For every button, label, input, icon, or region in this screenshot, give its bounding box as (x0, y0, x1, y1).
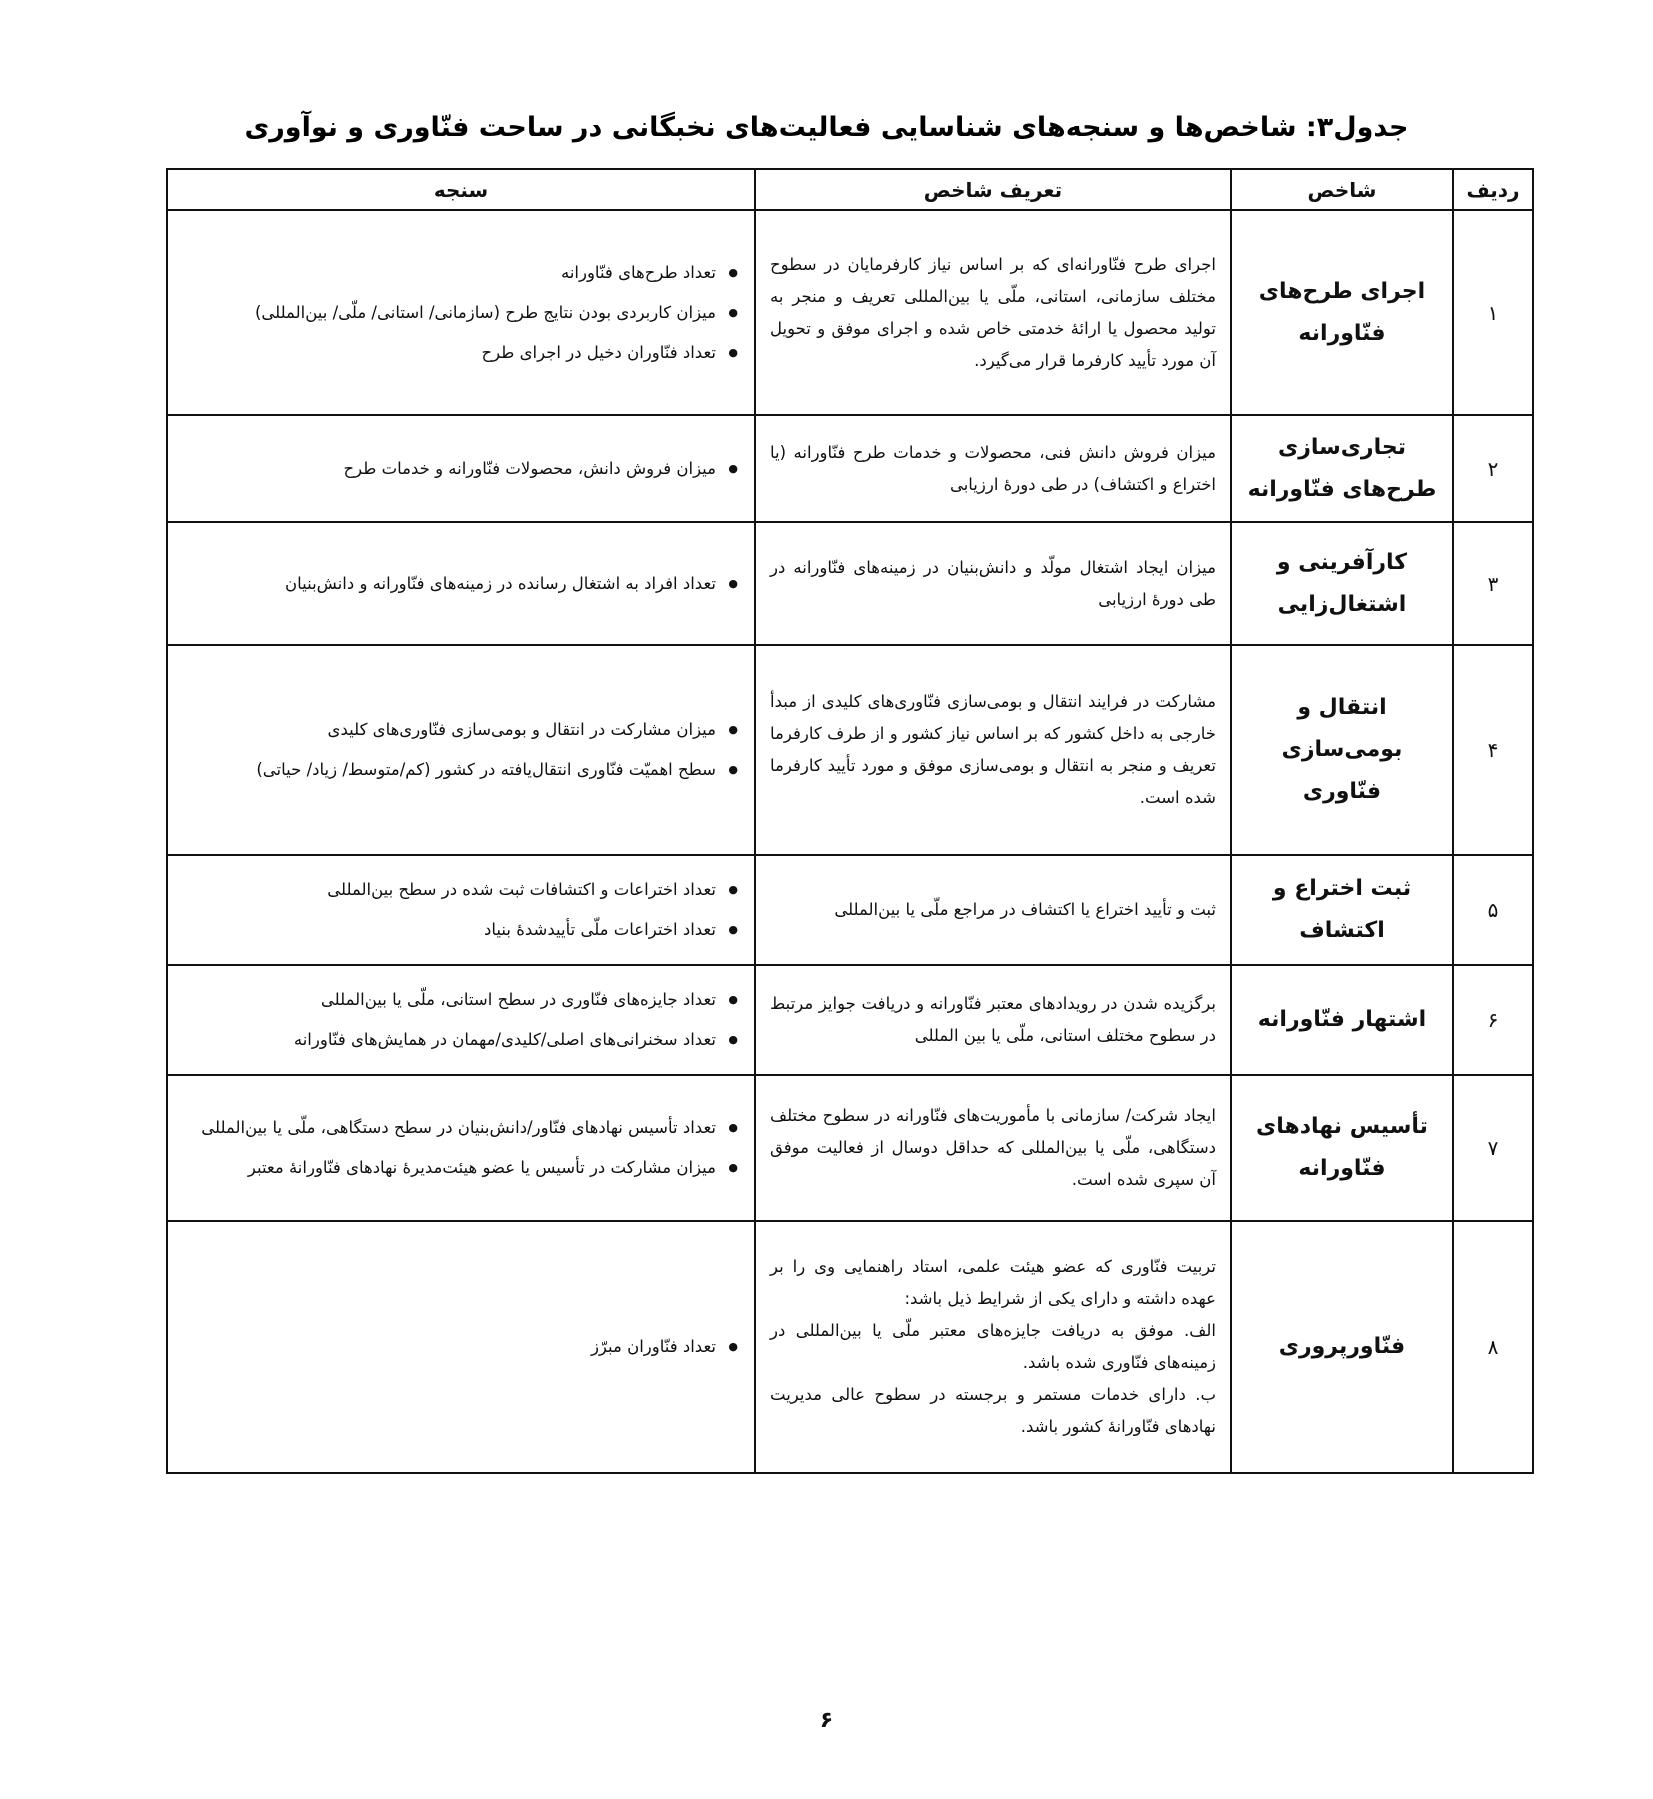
indicators-table (166, 168, 1534, 1474)
indicator-definition: ایجاد شرکت/ سازمانی با مأموریت‌های فنّاورانه در سطوح مختلف دستگاهی، ملّی یا بین‌المللی که حداقل دوسال از فعالیت موفق آن سپری شده است. (755, 1075, 1231, 1221)
row-number: ۷ (1453, 1075, 1533, 1221)
row-number: ۶ (1453, 965, 1533, 1075)
measure-item: ● تعداد جایزه‌های فنّاوری در سطح استانی، ملّی یا بین‌المللی (182, 984, 716, 1016)
measure-item: ● میزان مشارکت در تأسیس یا عضو هیئت‌مدیرهٔ نهادهای فنّاورانهٔ معتبر (182, 1152, 716, 1184)
table-row (167, 522, 1533, 645)
row-number: ۴ (1453, 645, 1533, 855)
measure-item: ● تعداد اختراعات و اکتشافات ثبت شده در سطح بین‌المللی (182, 874, 716, 906)
table-title: جدول۳: شاخص‌ها و سنجه‌های شناسایی فعالیت‌های نخبگانی در ساحت فنّاوری و نوآوری (244, 112, 1409, 143)
header-indicator: شاخص (1231, 169, 1453, 210)
indicator-definition: مشارکت در فرایند انتقال و بومی‌سازی فنّاوری‌های کلیدی از مبدأ خارجی به داخل کشور که بر اساس نیاز کشور و از طرف کارفرما تعریف و منجر به انتقال و بومی‌سازی موفق و مورد تأیید کارفرما شده است. (755, 645, 1231, 855)
measure-item: ● تعداد فنّاوران دخیل در اجرای طرح (182, 337, 716, 369)
header-row-number: ردیف (1453, 169, 1533, 210)
indicator-name: تجاری‌سازی طرح‌های فنّاورانه (1231, 415, 1453, 522)
row-number: ۲ (1453, 415, 1533, 522)
measure-item: ● میزان فروش دانش، محصولات فنّاورانه و خدمات طرح (182, 453, 716, 485)
indicator-name: اشتهار فنّاورانه (1231, 965, 1453, 1075)
measure-list (167, 1221, 755, 1473)
measure-list (167, 522, 755, 645)
indicator-name: تأسیس نهادهای فنّاورانه (1231, 1075, 1453, 1221)
table-row (167, 855, 1533, 965)
measure-item: ● میزان مشارکت در انتقال و بومی‌سازی فنّاوری‌های کلیدی (182, 714, 716, 746)
table-header-row (167, 169, 1533, 210)
header-measure: سنجه (167, 169, 755, 210)
measure-item: ● تعداد افراد به اشتغال رسانده در زمینه‌های فنّاورانه و دانش‌بنیان (182, 568, 716, 600)
indicator-definition: برگزیده شدن در رویدادهای معتبر فنّاورانه و دریافت جوایز مرتبط در سطوح مختلف استانی، ملّی یا بین المللی (755, 965, 1231, 1075)
measure-item: ● تعداد سخنرانی‌های اصلی/کلیدی/مهمان در همایش‌های فنّاورانه (182, 1024, 716, 1056)
table-row (167, 1221, 1533, 1473)
measure-item: ● تعداد طرح‌های فنّاورانه (182, 257, 716, 289)
measure-item: ● میزان کاربردی بودن نتایج طرح (سازمانی/ استانی/ ملّی/ بین‌المللی) (182, 297, 716, 329)
row-number: ۳ (1453, 522, 1533, 645)
indicator-name: انتقال و بومی‌سازی فنّاوری (1231, 645, 1453, 855)
indicator-name: اجرای طرح‌های فنّاورانه (1231, 210, 1453, 415)
table-row (167, 965, 1533, 1075)
indicator-definition: میزان ایجاد اشتغال مولّد و دانش‌بنیان در زمینه‌های فنّاورانه در طی دورهٔ ارزیابی (755, 522, 1231, 645)
measure-list (167, 965, 755, 1075)
table-row (167, 1075, 1533, 1221)
measure-list (167, 415, 755, 522)
table-row (167, 415, 1533, 522)
indicator-definition: اجرای طرح فنّاورانه‌ای که بر اساس نیاز کارفرمایان در سطوح مختلف سازمانی، استانی، ملّی یا بین‌المللی تعریف و منجر به تولید محصول یا ارائهٔ خدمتی خاص شده و اجرای موفق و تحویل آن مورد تأیید کارفرما قرار می‌گیرد. (755, 210, 1231, 415)
measure-item: ● سطح اهمیّت فنّاوری انتقال‌یافته در کشور (کم/متوسط/ زیاد/ حیاتی) (182, 754, 716, 786)
table-row (167, 210, 1533, 415)
measure-item: ● تعداد فنّاوران مبرّز (182, 1331, 716, 1363)
table-row (167, 645, 1533, 855)
indicator-definition: میزان فروش دانش فنی، محصولات و خدمات طرح فنّاورانه (یا اختراع و اکتشاف) در طی دورهٔ ارزیابی (755, 415, 1231, 522)
measure-list (167, 645, 755, 855)
row-number: ۸ (1453, 1221, 1533, 1473)
row-number: ۱ (1453, 210, 1533, 415)
measure-item: ● تعداد تأسیس نهادهای فنّاور/دانش‌بنیان در سطح دستگاهی، ملّی یا بین‌المللی (182, 1112, 716, 1144)
indicator-definition: تربیت فنّاوری که عضو هیئت علمی، استاد راهنمایی وی را بر عهده داشته و دارای یکی از شرایط ذیل باشد: الف. موفق به دریافت جایزه‌های معتبر ملّی یا بین‌المللی در زمینه‌های فنّاوری شده باشد. ب. دارای خدمات مستمر و برجسته در سطوح عالی مدیریت نهادهای فنّاورانهٔ کشور باشد. (755, 1221, 1231, 1473)
measure-item: ● تعداد اختراعات ملّی تأییدشدهٔ بنیاد (182, 914, 716, 946)
measure-list (167, 210, 755, 415)
indicator-definition: ثبت و تأیید اختراع یا اکتشاف در مراجع ملّی یا بین‌المللی (755, 855, 1231, 965)
measure-list (167, 1075, 755, 1221)
indicator-name: کارآفرینی و اشتغال‌زایی (1231, 522, 1453, 645)
row-number: ۵ (1453, 855, 1533, 965)
header-definition: تعریف شاخص (755, 169, 1231, 210)
indicator-name: ثبت اختراع و اکتشاف (1231, 855, 1453, 965)
measure-list (167, 855, 755, 965)
page-number: ۶ (819, 1708, 834, 1733)
indicator-name: فنّاورپروری (1231, 1221, 1453, 1473)
